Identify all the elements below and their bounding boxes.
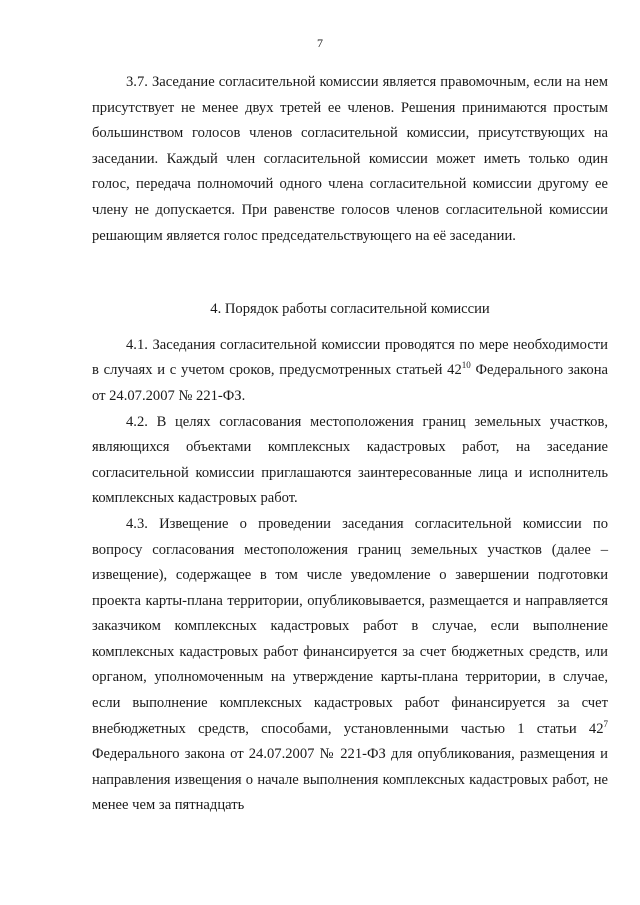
paragraph-4-3-text-end: Федерального закона от 24.07.2007 № 221-ФЗ для опубликования, размещения и направления извещения о начале выполнения комплексных кадастровых работ, не менее чем за пятнадцать (92, 746, 608, 814)
paragraph-4-3-text: 4.3. Извещение о проведении заседания согласительной комиссии по вопросу согласования местоположения границ земельных участков (далее – извещение), содержащее в том числе уведомление о завершении подготовки проекта карты-плана территории, опубликовывается, размещается и направляется заказчиком комплексных кадастровых работ в случае, если выполнение комплексных кадастровых работ финансируется за счет бюджетных средств, или органом, уполномоченным на утверждение карты-плана территории, в случае, если выполнение комплексных кадастровых работ финансируется за счет внебюджетных средств, способами, установленными частью 1 статьи 42 (92, 515, 608, 737)
paragraph-4-1 (92, 333, 608, 410)
article-superscript: 10 (461, 360, 471, 371)
paragraph-4-3 (92, 512, 608, 819)
document-body (92, 70, 608, 819)
section-4-heading: 4. Порядок работы согласительной комиссии (210, 301, 490, 318)
paragraph-4-1-text-end: Федерального закона от 24.07.2007 № 221-ФЗ. (92, 362, 608, 404)
paragraph-4-1-text: 4.1. Заседания согласительной комиссии проводятся по мере необходимости в случаях и с учетом сроков, предусмотренных статьей 42 (92, 336, 608, 379)
page-number: 7 (317, 36, 323, 50)
article-superscript: 7 (603, 718, 608, 729)
paragraph-4-2: 4.2. В целях согласования местоположения границ земельных участков, являющихся объектами комплексных кадастровых работ, на заседание согласительной комиссии приглашаются заинтересованные лица и исполнитель комплексных кадастровых работ. (92, 413, 608, 507)
paragraph-3-7: 3.7. Заседание согласительной комиссии является правомочным, если на нем присутствует не менее двух третей ее членов. Решения принимаются простым большинством голосов членов согласительной комиссии, присутствующих на заседании. Каждый член согласительной комиссии может иметь только один голос, передача полномочий одного члена согласительной комиссии другому ее члену не допускается. При равенстве голосов членов согласительной комиссии решающим является голос председательствующего на её заседании. (92, 74, 608, 244)
